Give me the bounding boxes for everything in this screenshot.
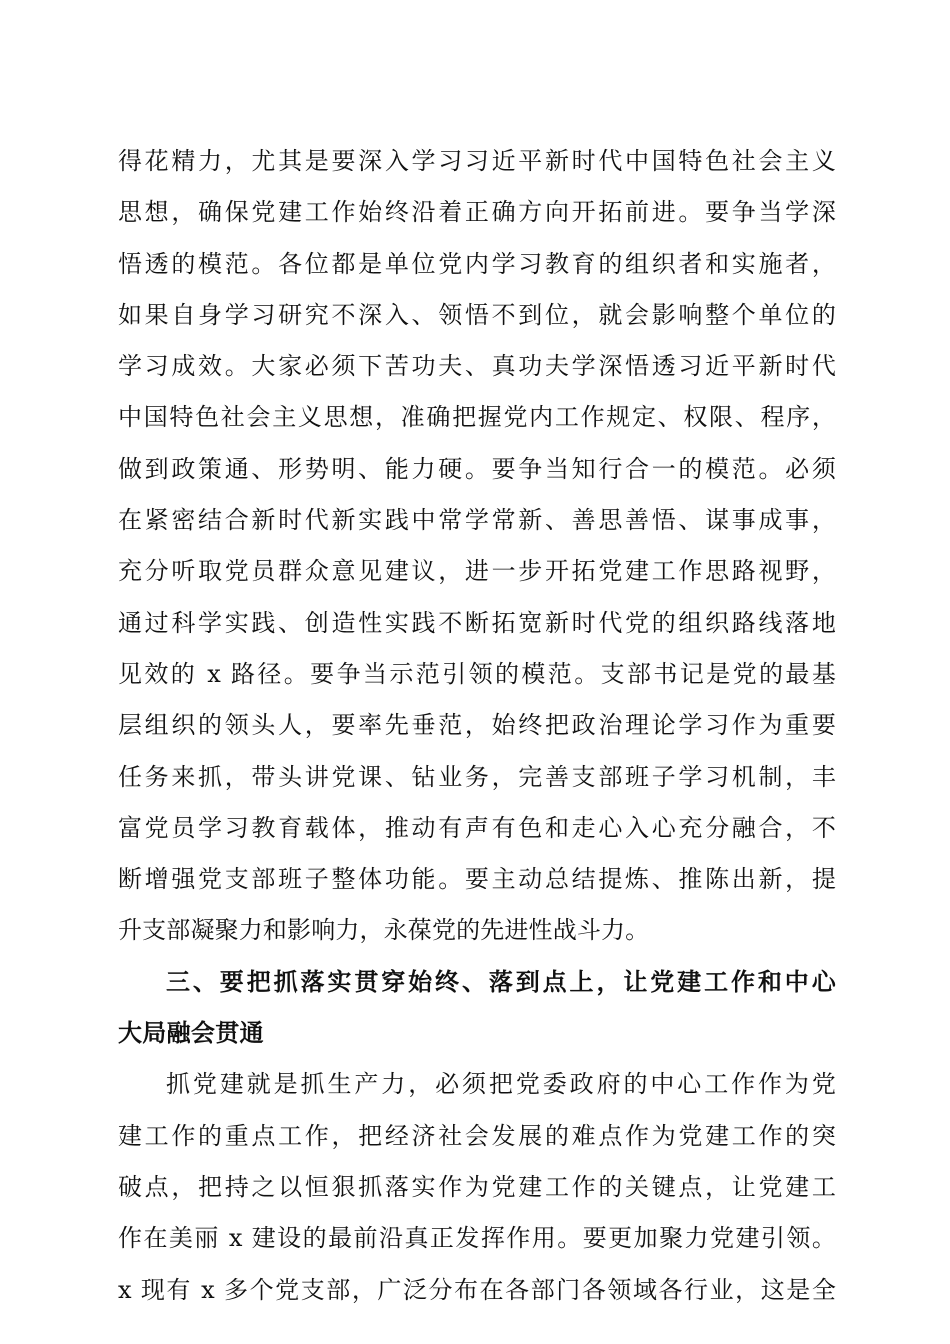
section-heading: 三、要把抓落实贯穿始终、落到点上，让党建工作和中心 xyxy=(166,967,836,996)
body-line: 任务来抓，带头讲党课、钻业务，完善支部班子学习机制，丰 xyxy=(118,762,836,791)
body-line: 在紧密结合新时代新实践中常学常新、善思善悟、谋事成事， xyxy=(118,506,836,535)
body-line: 做到政策通、形势明、能力硬。要争当知行合一的模范。必须 xyxy=(118,454,836,483)
body-line: x 现有 x 多个党支部，广泛分布在各部门各领域各行业，这是全 xyxy=(118,1275,836,1304)
body-line: 思想，确保党建工作始终沿着正确方向开拓前进。要争当学深 xyxy=(118,198,836,227)
body-line: 通过科学实践、创造性实践不断拓宽新时代党的组织路线落地 xyxy=(118,608,836,637)
body-line: 抓党建就是抓生产力，必须把党委政府的中心工作作为党 xyxy=(166,1070,836,1099)
body-line: 中国特色社会主义思想，准确把握党内工作规定、权限、程序， xyxy=(118,403,836,432)
document-body xyxy=(118,136,836,1316)
body-line: 如果自身学习研究不深入、领悟不到位，就会影响整个单位的 xyxy=(118,300,836,329)
body-line: 富党员学习教育载体，推动有声有色和走心入心充分融合，不 xyxy=(118,813,836,842)
body-line: 建工作的重点工作，把经济社会发展的难点作为党建工作的突 xyxy=(118,1121,836,1150)
body-line: 学习成效。大家必须下苦功夫、真功夫学深悟透习近平新时代 xyxy=(118,352,836,381)
body-line: 见效的 x 路径。要争当示范引领的模范。支部书记是党的最基 xyxy=(118,659,836,688)
body-line: 断增强党支部班子整体功能。要主动总结提炼、推陈出新，提 xyxy=(118,865,836,894)
body-line: 充分听取党员群众意见建议，进一步开拓党建工作思路视野， xyxy=(118,557,836,586)
body-line: 升支部凝聚力和影响力，永葆党的先进性战斗力。 xyxy=(118,916,650,945)
body-line: 得花精力，尤其是要深入学习习近平新时代中国特色社会主义 xyxy=(118,147,836,175)
body-line: 破点，把持之以恒狠抓落实作为党建工作的关键点，让党建工 xyxy=(118,1172,836,1201)
body-line: 作在美丽 x 建设的最前沿真正发挥作用。要更加聚力党建引领。 xyxy=(118,1224,836,1253)
body-line: 层组织的领头人，要率先垂范，始终把政治理论学习作为重要 xyxy=(118,711,836,740)
section-heading: 大局融会贯通 xyxy=(118,1019,264,1048)
body-line: 悟透的模范。各位都是单位党内学习教育的组织者和实施者， xyxy=(118,249,836,278)
